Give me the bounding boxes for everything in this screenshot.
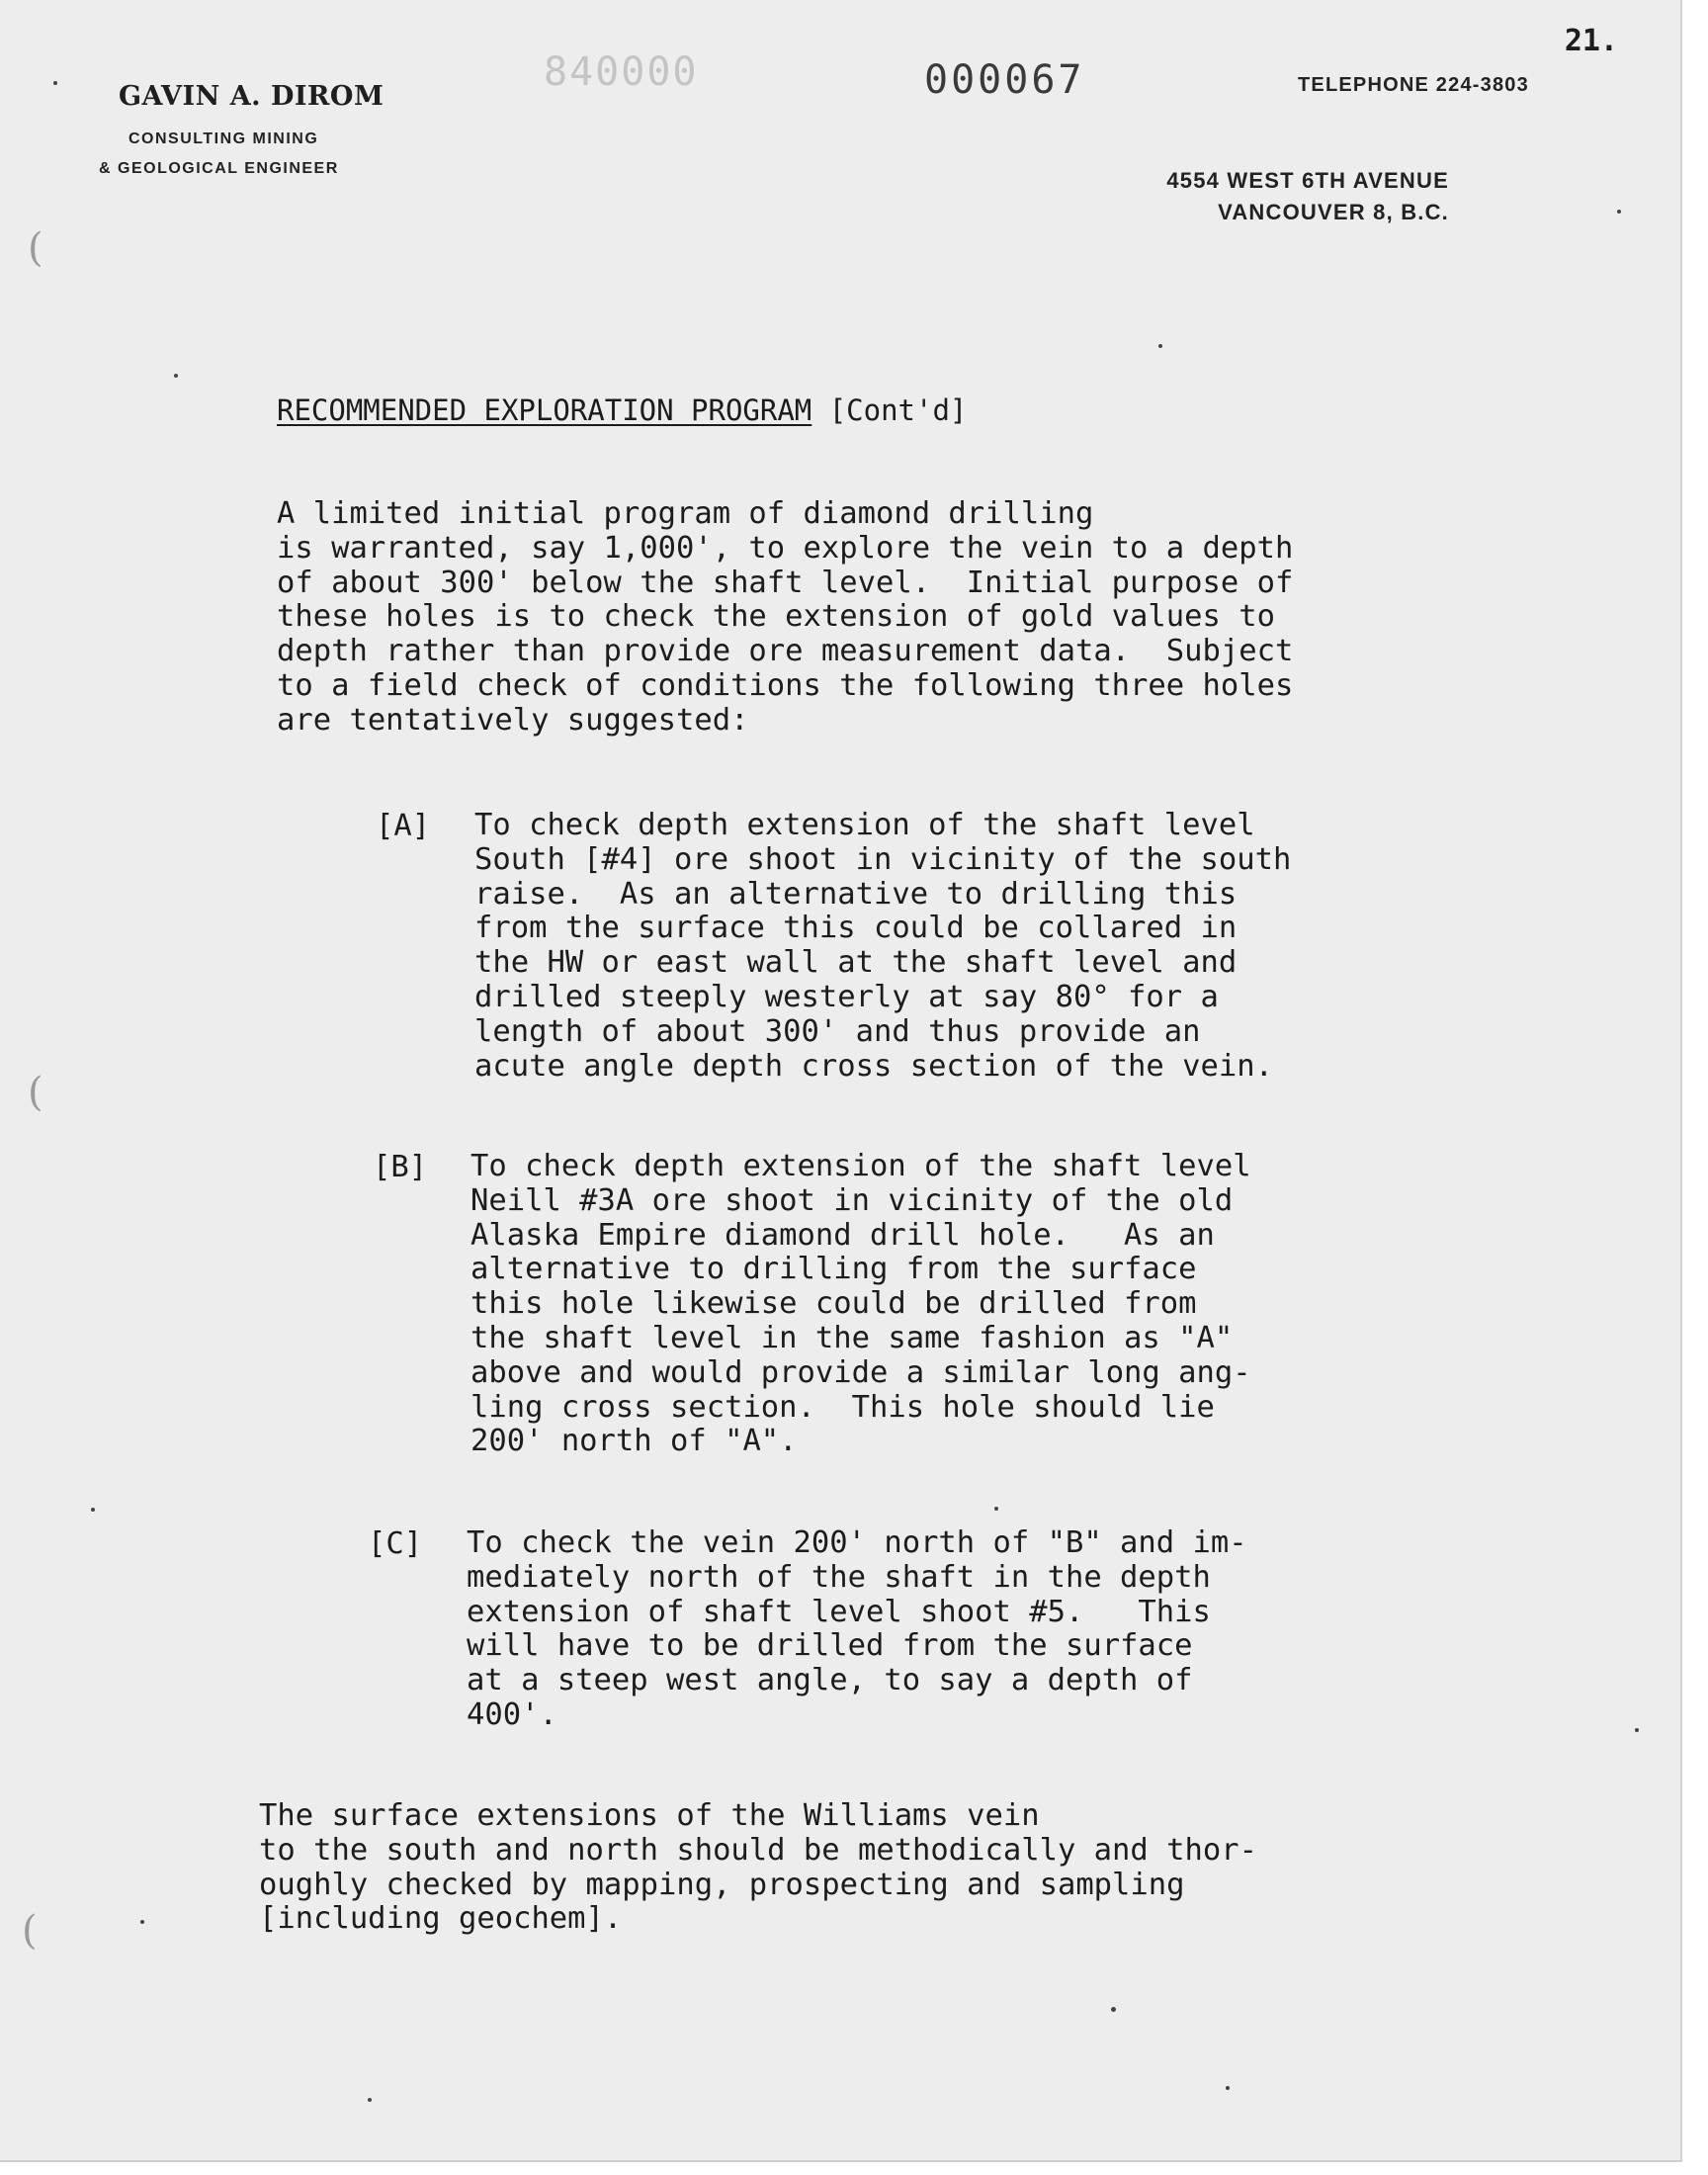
letterhead-name: GAVIN A. DIROM [119,81,384,112]
scan-speck [368,2098,372,2102]
document-number-stamp-faint: 840000 [544,49,699,95]
scan-speck [1111,2007,1116,2012]
letterhead-address-line1: 4554 WEST 6TH AVENUE [1166,168,1449,193]
item-label-c: [C] [368,1526,423,1561]
section-heading [277,393,967,427]
letterhead-title-line1: CONSULTING MINING [128,130,319,147]
scan-speck [1617,210,1621,214]
item-text-b: To check depth extension of the shaft level Neill #3A ore shoot in vicinity of the old Alaska Empire diamond drill hole. As an alternative to drilling from the surface this hole likewise could be drilled from the shaft level in the same fashion as "A" above and would provide a similar long ang- ling cross section. This hole should lie 200' north of "A". [470,1149,1251,1459]
item-text-c: To check the vein 200' north of "B" and im- mediately north of the shaft in the depth extension of shaft level shoot #5. This will have to be drilled from the surface at a steep west angle, to say a depth of 400'. [467,1525,1247,1732]
punch-hole-mark: ( [22,1908,38,1954]
scan-speck [174,374,178,378]
punch-hole-mark: ( [28,1070,43,1115]
document-number-stamp: 000067 [924,57,1085,103]
page-number: 21. [1564,24,1618,58]
scan-speck [91,1508,95,1512]
item-label-b: [B] [373,1150,428,1184]
scan-speck [1635,1728,1639,1732]
scan-speck [140,1920,144,1924]
item-label-a: [A] [376,809,431,843]
section-heading-suffix: [Cont'd] [811,393,968,427]
section-heading-title: RECOMMENDED EXPLORATION PROGRAM [277,393,812,427]
scan-speck [1158,344,1162,348]
scan-speck [994,1507,998,1511]
punch-hole-mark: ( [28,225,43,271]
scan-speck [53,81,57,85]
item-text-a: To check depth extension of the shaft level South [#4] ore shoot in vicinity of the south raise. As an alternative to drilling this from the surface this could be collared in the HW or east wall at the shaft level and drilled steeply westerly at say 80° for a length of about 300' and thus provide an acute angle depth cross section of the vein. [474,808,1292,1084]
letterhead-telephone: TELEPHONE 224-3803 [1298,74,1529,96]
intro-paragraph: A limited initial program of diamond drilling is warranted, say 1,000', to explore the vein to a depth of about 300' below the shaft level. Initial purpose of these holes is to check the extension of gold values to depth rather than provide ore measurement data. Subject to a field check of conditions the following three holes are tentatively suggested: [277,496,1294,738]
letterhead-address-line2: VANCOUVER 8, B.C. [1218,200,1449,224]
letterhead-title-line2: & GEOLOGICAL ENGINEER [99,160,339,177]
closing-paragraph: The surface extensions of the Williams vein to the south and north should be methodically and thor- oughly checked by mapping, prospecting and sampling [including geochem]. [259,1798,1257,1937]
scan-speck [1226,2086,1230,2090]
